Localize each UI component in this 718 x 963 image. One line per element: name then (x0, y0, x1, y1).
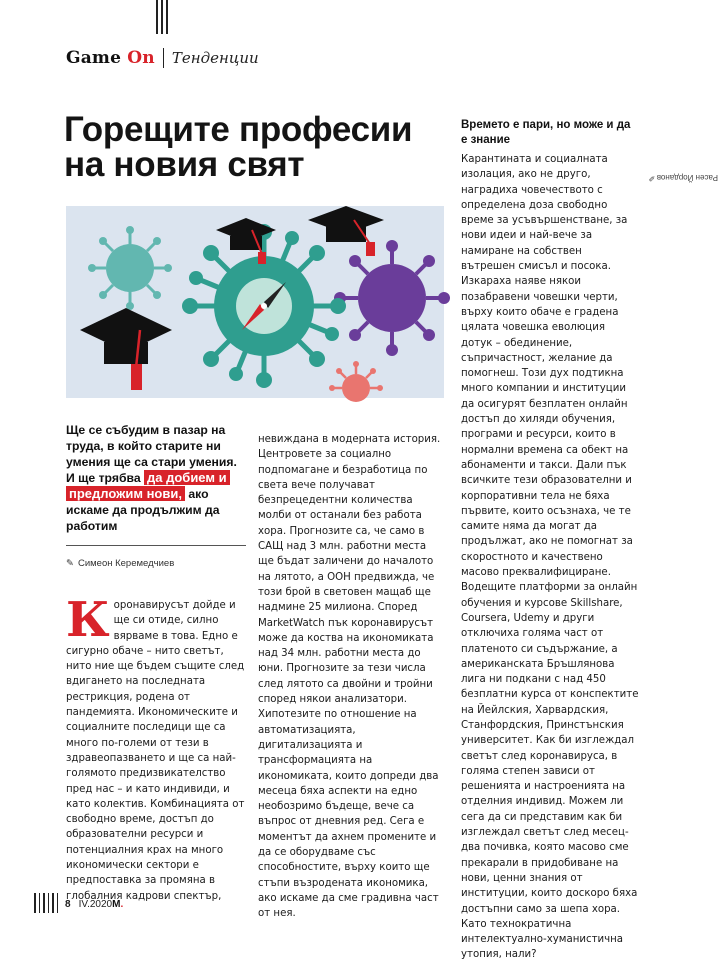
column-2-text: невиждана в модерната история. Центровете за социално подпомагане и безработица по света вече получават безпрецедентни количества молби от останали без работа хора. Прогнозите са, че само в САЩ над 3 млн. работни места ще бъдат заличени до началото на лятото, а ООН предвижда, че този брой в световен мащаб ще надмине 25 милиона. Според MarketWatch пък коронавирусът може да коства на икономиката над 34 млн. работни места до юни. Прогнозите за тези числа след лятото са двойни и тройни според някои анализатори. Хипотезите по отношение на автоматизацията, дигитализацията и трансформацията на икономиката, които допреди два месеца бяха аспекти на едно необозримо бъдеще, вече са въпрос от дневния ред. Сега е моментът да ахнем промените и да се оборудваме със способностите, върху които ще стъпи възродената икономика, ако искаме да сме градивна част от нея. (258, 434, 441, 920)
title-line-2: на новия свят (64, 145, 305, 184)
section-brand: Game On (66, 48, 155, 68)
title-line-1: Горещите професии (64, 110, 413, 149)
page-number: 8 (65, 899, 71, 910)
virus-compass-illustration (66, 206, 444, 398)
lead-divider (66, 545, 246, 546)
body-column-1 (66, 592, 248, 904)
magazine-header (66, 48, 259, 68)
article-lead (66, 422, 246, 534)
magazine-logo: M. (112, 899, 124, 910)
footer-decor-lines (34, 893, 61, 916)
column-3-text: Карантината и социалната изолация, ако не друго, наградиха човечеството с определена доза свободно време за усъвършенстване, за нови идеи и най-вече за намиране на собствен вътрешен смисъл и посока. Изкараха наяве някои позабравени човешки черти, върху които обаче е градена цялата човешка еволюция дотук – обединение, съпричастност, желание да помогнеш. Този дух подтикна много компании и институции да осигурят безплатен онлайн достъп до хиляди обучения, програми и ресурси, които в нормални времена са обект на абонаменти и такси. Дали пък всичките тези образователни и корпоративни тела не бяха първите, които осъзнаха, че те самите няма да могат да продължат, ако не помогнат за скоростното и качествено масово преквалифициране. Водещите платформи за онлайн обучения и курсове Skillshare, Coursera, Udemy и други отключиха голяма част от платеното си съдържание, а американската Бръшлянова лига ни подкани с над 450 безплатни курса от конспектите на Йейлския, Харвардския, Станфордския, Принстънския университет. Как би изглеждал светът след коронавируса, в голяма степен зависи от решенията и настроенията на отделния индивид. Можем ли сега да си представим как би изглеждал светът след месец-два почивка, която масово сме прекарали в придобиване на нови, ценни знания от институции, които доскоро бяха достъпни само за шепа хора. Като технократична интелектуално-хуманистична утопия, нали? (461, 154, 639, 961)
article-title (64, 112, 454, 182)
section-name: Тенденции (171, 49, 259, 67)
page-footer (34, 893, 123, 916)
body-column-2 (258, 432, 444, 922)
column-3-subheading: Времето е пари, но може и да е знание (461, 119, 631, 146)
hero-illustration (66, 206, 444, 398)
author-byline (66, 558, 174, 569)
lead-text: Ще се събудим в пазар на труда, в който старите ни умения ще са стари умения. И ще трябва (66, 423, 237, 485)
author-name: Симеон Керемедчиев (77, 558, 175, 569)
photo-credit (648, 112, 718, 192)
lead-text-end: ако искаме да продължим да работим (66, 487, 220, 533)
pencil-icon: ✎ (66, 558, 74, 569)
body-column-3 (461, 152, 639, 963)
column-1-text: оронавирусът дойде и ще си отиде, силно вярваме в това. Едно е сигурно обаче – нито светът, нито ние ще бъдем същите след вдигането на последната рестрикция, родена от пандемията. Икономическите и социалните последици ще са много по-големи от тези в здравеопазването и ще са най-голямото предизвикателство пред нас – и като индивиди, и като колектив. Комбинацията от свободно време, достъп до образователни ресурси и потенциалния крах на много икономически сектори е предпоставка за промяна в глобалния кадрови спектър, (66, 600, 245, 902)
header-divider (163, 48, 164, 68)
lead-highlight: да добием и предложим нови, (66, 470, 230, 501)
drop-cap: К (66, 592, 110, 648)
issue-date: IV.2020 (78, 899, 113, 910)
photo-credit-text: ✎ Расен Йорданов (648, 173, 718, 182)
top-decor-lines (156, 0, 168, 34)
